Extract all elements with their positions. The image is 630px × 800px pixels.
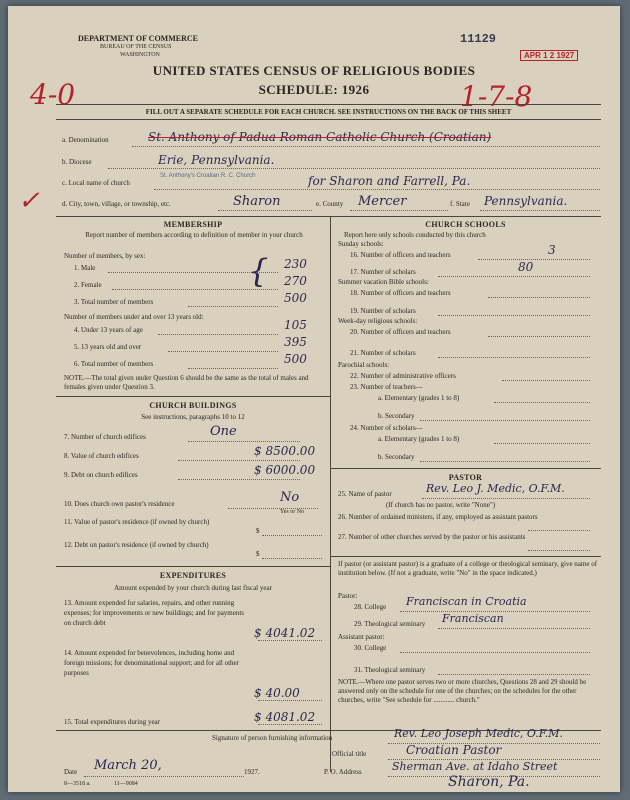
- q1-label: 1. Male: [74, 264, 96, 272]
- denomination-label: a. Denomination: [62, 136, 109, 144]
- pastor-heading: PASTOR: [448, 473, 483, 482]
- po-address-line1-field[interactable]: Sherman Ave. at Idaho Street: [392, 760, 558, 773]
- sunday-schools-label: Sunday schools:: [338, 240, 384, 248]
- q17-sunday-scholars-field[interactable]: 80: [518, 260, 534, 274]
- local-name-label: c. Local name of church: [62, 179, 130, 187]
- q11-value-field[interactable]: $: [256, 527, 260, 535]
- date-field[interactable]: March 20,: [94, 758, 162, 773]
- q16-label: 16. Number of officers and teachers: [350, 251, 451, 259]
- red-check-mark: ✓: [18, 186, 40, 216]
- form-instruction: FILL OUT A SEPARATE SCHEDULE FOR EACH CHURCH. SEE INSTRUCTIONS ON THE BACK OF THIS SHEET: [145, 108, 512, 116]
- received-date-stamp: APR 1 2 1927: [520, 50, 578, 61]
- q14-label: 14. Amount expended for benevolences, including home and foreign missions; for denominational support; and for all other purposes: [64, 649, 239, 677]
- q5-label: 5. 13 years old and over: [74, 343, 142, 351]
- bureau-city: WASHINGTON: [120, 52, 160, 58]
- schools-heading: CHURCH SCHOOLS: [425, 220, 506, 229]
- local-name-stamp: St. Anthony's Croatian R. C. Church: [160, 173, 256, 179]
- parochial-schools-label: Parochial schools:: [338, 361, 390, 369]
- form-title: UNITED STATES CENSUS OF RELIGIOUS BODIES: [152, 63, 476, 78]
- q31-label: 31. Theological seminary: [354, 666, 426, 674]
- q25-pastor-name-field[interactable]: Rev. Leo J. Medic, O.F.M.: [426, 482, 565, 495]
- city-field[interactable]: Sharon: [233, 194, 281, 209]
- q10-residence-field[interactable]: No: [280, 490, 300, 505]
- brace-mark: {: [248, 252, 269, 290]
- membership-heading: MEMBERSHIP: [163, 220, 223, 229]
- q23a-label: a. Elementary (grades 1 to 8): [378, 394, 460, 402]
- q13-label: 13. Amount expended for salaries, repairs, and other running expenses; for improvements or new buildings; and for payments on church debt: [64, 599, 245, 627]
- q6-label: 6. Total number of members: [74, 360, 154, 368]
- buildings-intro: See instructions, paragraphs 10 to 12: [141, 413, 245, 421]
- q25-label: 25. Name of pastor: [338, 490, 392, 498]
- q9-debt-field[interactable]: $ 6000.00: [254, 463, 316, 477]
- q4-label: 4. Under 13 years of age: [74, 326, 143, 334]
- buildings-heading: CHURCH BUILDINGS: [149, 401, 237, 410]
- form-number: 8—3518 a.: [64, 781, 91, 787]
- q15-total-field[interactable]: $ 4081.02: [254, 710, 316, 724]
- county-field[interactable]: Mercer: [358, 194, 407, 209]
- graduate-note: If pastor (or assistant pastor) is a graduate of a college or theological seminary, give name of institution below. (If not a graduate, write "No" in the space indicated.): [338, 560, 598, 577]
- q2-label: 2. Female: [74, 281, 102, 289]
- q28-college-field[interactable]: Franciscan in Croatia: [406, 595, 527, 608]
- q14-benevolences-field[interactable]: $ 40.00: [254, 686, 300, 700]
- signature-field[interactable]: Rev. Leo Joseph Medic, O.F.M.: [394, 727, 563, 740]
- q27-label: 27. Number of other churches served by the pastor or his assistants: [338, 533, 526, 541]
- date-label: Date: [64, 768, 78, 776]
- official-title-label: Official title: [332, 750, 367, 758]
- q5-over13-field[interactable]: 395: [284, 335, 307, 349]
- membership-intro: Report number of members according to definition of member in your church: [85, 231, 303, 239]
- expenditures-heading: EXPENDITURES: [159, 571, 227, 580]
- q22-label: 22. Number of administrative officers: [350, 372, 456, 380]
- county-label: e. County: [316, 200, 344, 208]
- po-address-line2-field[interactable]: Sharon, Pa.: [448, 774, 530, 790]
- handwritten-code-right: 1-7-8: [460, 80, 533, 113]
- schedule-year: SCHEDULE: 1926: [258, 82, 370, 97]
- pastor-sublabel: Pastor:: [338, 592, 358, 600]
- date-year: 1927.: [244, 768, 260, 776]
- membership-by-age-label: Number of members under and over 13 years old:: [64, 313, 204, 321]
- diocese-label: b. Diocese: [62, 158, 92, 166]
- pastor-note: NOTE.—Where one pastor serves two or more churches, Questions 28 and 29 should be answered only on the schedule for one of the churches; on the schedules for the other churches, write "See schedule for ............ church.": [338, 678, 587, 704]
- po-address-label: P. O. Address: [324, 768, 362, 776]
- q23-label: 23. Number of teachers—: [350, 383, 423, 391]
- city-label: d. City, town, village, or township, etc.: [62, 200, 171, 208]
- q16-sunday-teachers-field[interactable]: 3: [548, 243, 556, 257]
- q10-hint: Yes or No: [280, 509, 305, 515]
- q24b-label: b. Secondary: [378, 453, 415, 461]
- q23b-label: b. Secondary: [378, 412, 415, 420]
- schools-intro: Report here only schools conducted by this church: [344, 231, 486, 239]
- q12-debt-field[interactable]: $: [256, 550, 260, 558]
- q15-label: 15. Total expenditures during year: [64, 718, 160, 726]
- q3-label: 3. Total number of members: [74, 298, 154, 306]
- q17-label: 17. Number of scholars: [350, 268, 416, 276]
- q4-under13-field[interactable]: 105: [284, 318, 307, 332]
- q7-edifices-field[interactable]: One: [210, 424, 237, 439]
- bureau-name: BUREAU OF THE CENSUS: [100, 44, 172, 50]
- serial-number: 11129: [460, 32, 497, 46]
- assistant-pastor-sublabel: Assistant pastor:: [338, 633, 385, 641]
- q20-label: 20. Number of officers and teachers: [350, 328, 451, 336]
- q7-label: 7. Number of church edifices: [64, 433, 146, 441]
- q8-value-field[interactable]: $ 8500.00: [254, 444, 316, 458]
- census-schedule-sheet: [8, 6, 620, 792]
- q12-label: 12. Debt on pastor's residence (if owned by church): [64, 541, 209, 549]
- weekday-schools-label: Week-day religious schools:: [338, 317, 418, 325]
- summer-schools-label: Summer vacation Bible schools:: [338, 278, 429, 286]
- q10-label: 10. Does church own pastor's residence: [64, 500, 175, 508]
- expenditures-intro: Amount expended by your church during last fiscal year: [114, 584, 272, 592]
- q1-male-field[interactable]: 230: [284, 257, 307, 271]
- print-number: 11—9084: [114, 781, 138, 787]
- official-title-field[interactable]: Croatian Pastor: [406, 743, 502, 757]
- q18-label: 18. Number of officers and teachers: [350, 289, 451, 297]
- department-name: DEPARTMENT OF COMMERCE: [78, 34, 199, 43]
- q29-seminary-field[interactable]: Franciscan: [442, 612, 504, 625]
- signature-label: Signature of person furnishing information: [212, 734, 333, 742]
- handwritten-code-left: 4-0: [30, 78, 76, 111]
- q26-label: 26. Number of ordained ministers, if any, employed as assistant pastors: [338, 513, 538, 521]
- q30-label: 30. College: [354, 644, 387, 652]
- q2-female-field[interactable]: 270: [284, 274, 307, 288]
- q28-label: 28. College: [354, 603, 387, 611]
- q19-label: 19. Number of scholars: [350, 307, 416, 315]
- q25-hint: (If church has no pastor, write "None"): [386, 501, 496, 509]
- local-name-field[interactable]: for Sharon and Farrell, Pa.: [308, 174, 471, 188]
- state-label: f. State: [450, 200, 470, 208]
- q13-expenses-field[interactable]: $ 4041.02: [254, 626, 316, 640]
- denomination-field[interactable]: St. Anthony of Padua Roman Catholic Church (Croatian): [148, 130, 492, 144]
- q3-total-field[interactable]: 500: [284, 291, 307, 305]
- diocese-field[interactable]: Erie, Pennsylvania.: [158, 153, 275, 167]
- q24a-label: a. Elementary (grades 1 to 8): [378, 435, 460, 443]
- q21-label: 21. Number of scholars: [350, 349, 416, 357]
- q11-label: 11. Value of pastor's residence (if owned by church): [64, 518, 210, 526]
- q29-label: 29. Theological seminary: [354, 620, 426, 628]
- q8-label: 8. Value of church edifices: [64, 452, 139, 460]
- q6-total-field[interactable]: 500: [284, 352, 307, 366]
- state-field[interactable]: Pennsylvania.: [484, 194, 568, 208]
- membership-note: NOTE.—The total given under Question 6 should be the same as the total of males and females given under Question 3.: [64, 374, 309, 391]
- q24-label: 24. Number of scholars—: [350, 424, 423, 432]
- membership-by-sex-label: Number of members, by sex:: [64, 252, 146, 260]
- q9-label: 9. Debt on church edifices: [64, 471, 138, 479]
